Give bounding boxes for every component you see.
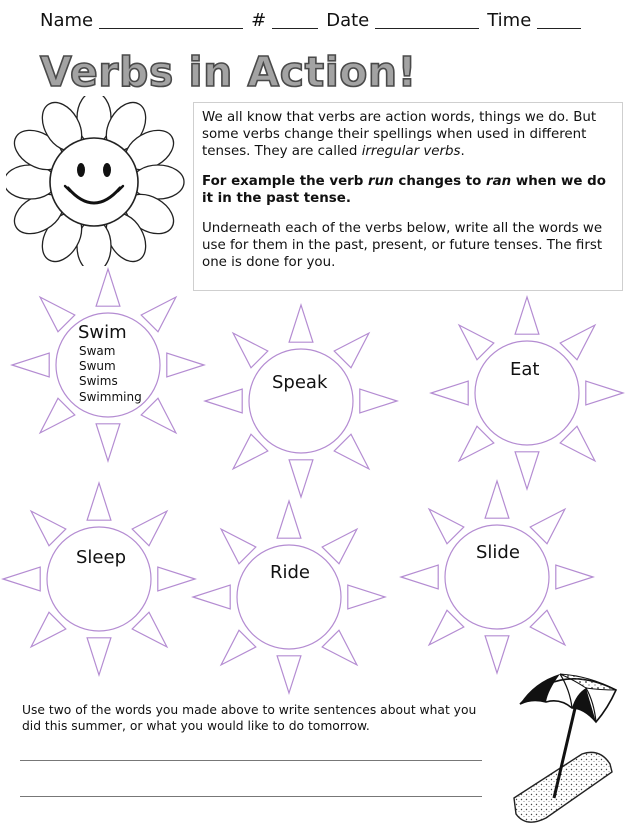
instructions-box <box>193 102 623 291</box>
sun-ray <box>96 424 120 461</box>
smiling-flower-icon <box>6 96 190 266</box>
sun-ray <box>560 325 595 360</box>
sun-center-circle <box>47 527 151 631</box>
sun-ray <box>3 567 40 591</box>
writing-line[interactable] <box>20 796 482 797</box>
sun-ray <box>87 638 111 675</box>
name-label: Name <box>40 10 94 31</box>
verb-word: Eat <box>510 359 540 380</box>
writing-line[interactable] <box>20 760 482 761</box>
sun-ray <box>141 297 176 332</box>
time-blank[interactable] <box>537 10 581 29</box>
sun-outline-icon <box>422 288 632 498</box>
page-title: Verbs in Action! <box>40 48 417 96</box>
sun-center-circle <box>249 349 353 453</box>
sun-ray <box>334 434 369 469</box>
verb-sun-swim <box>3 260 213 470</box>
sun-ray <box>132 511 167 546</box>
sun-ray <box>348 585 385 609</box>
intro-emphasis: ran <box>485 174 512 189</box>
sun-ray <box>205 389 242 413</box>
sun-ray <box>40 297 75 332</box>
number-label: # <box>251 10 267 31</box>
verb-sun-speak <box>196 296 406 506</box>
intro-paragraph-3: Underneath each of the verbs below, write all the words we use for them in the past, present, or future tenses. The first one is done for you. <box>202 221 603 270</box>
sun-ray <box>233 434 268 469</box>
intro-emphasis: irregular verbs <box>361 144 461 159</box>
sun-ray <box>401 565 438 589</box>
verb-word: Swim <box>78 322 127 343</box>
sun-outline-icon <box>392 472 602 682</box>
date-label: Date <box>326 10 370 31</box>
date-blank[interactable] <box>375 10 479 29</box>
intro-text: . <box>460 144 465 159</box>
sun-ray <box>289 305 313 342</box>
sun-ray <box>429 509 464 544</box>
sun-ray <box>12 353 49 377</box>
sun-ray <box>556 565 593 589</box>
sun-ray <box>322 630 357 665</box>
intro-paragraph-1 <box>202 109 614 160</box>
verb-sun-sleep <box>0 474 204 684</box>
sun-ray <box>360 389 397 413</box>
sun-ray <box>40 398 75 433</box>
sun-ray <box>459 325 494 360</box>
sun-ray <box>429 610 464 645</box>
sun-center-circle <box>475 341 579 445</box>
verb-forms <box>79 344 142 405</box>
sun-ray <box>530 610 565 645</box>
number-blank[interactable] <box>272 10 318 29</box>
sun-ray <box>31 612 66 647</box>
sun-ray <box>141 398 176 433</box>
sun-ray <box>586 381 623 405</box>
sun-ray <box>277 501 301 538</box>
verb-form: Swam <box>79 344 116 358</box>
sun-ray <box>515 297 539 334</box>
sun-center-circle <box>445 525 549 629</box>
sun-outline-icon <box>184 492 394 702</box>
sun-ray <box>277 656 301 693</box>
sun-ray <box>485 481 509 518</box>
verb-form: Swims <box>79 374 118 389</box>
sun-center-circle <box>237 545 341 649</box>
verb-word: Ride <box>270 562 311 583</box>
sun-ray <box>322 529 357 564</box>
verb-sun-ride <box>184 492 394 702</box>
sun-ray <box>530 509 565 544</box>
time-label: Time <box>487 10 532 31</box>
name-blank[interactable] <box>99 10 243 29</box>
intro-text: changes to <box>393 174 486 189</box>
verb-word: Sleep <box>76 547 127 568</box>
intro-text: when we do it in the past tense. <box>202 174 606 206</box>
verb-word: Slide <box>476 542 520 563</box>
intro-text: For example the verb <box>202 174 369 189</box>
intro-text: We all know that verbs are action words, things we do. But some verbs change their spellings when used in different tenses. They are called <box>202 110 597 159</box>
intro-paragraph-2 <box>202 173 614 207</box>
verb-sun-eat <box>422 288 632 498</box>
intro-emphasis: run <box>368 174 394 189</box>
sun-ray <box>96 269 120 306</box>
sun-ray <box>193 585 230 609</box>
verb-word: Speak <box>272 372 328 393</box>
verb-form: Swimming <box>79 389 142 404</box>
sun-ray <box>87 483 111 520</box>
sun-ray <box>233 333 268 368</box>
worksheet-header <box>40 10 589 31</box>
writing-prompt: Use two of the words you made above to write sentences about what you did this summer, or what you would like to do tomorrow. <box>22 703 477 733</box>
sun-outline-icon <box>196 296 406 506</box>
verb-form: Swum <box>79 359 116 374</box>
sun-outline-icon <box>0 474 204 684</box>
sun-ray <box>459 426 494 461</box>
sun-ray <box>334 333 369 368</box>
beach-umbrella-icon <box>500 668 634 826</box>
sun-ray <box>132 612 167 647</box>
verb-sun-slide <box>392 472 602 682</box>
sun-ray <box>431 381 468 405</box>
sun-ray <box>221 529 256 564</box>
sun-ray <box>560 426 595 461</box>
sun-ray <box>31 511 66 546</box>
sun-ray <box>221 630 256 665</box>
